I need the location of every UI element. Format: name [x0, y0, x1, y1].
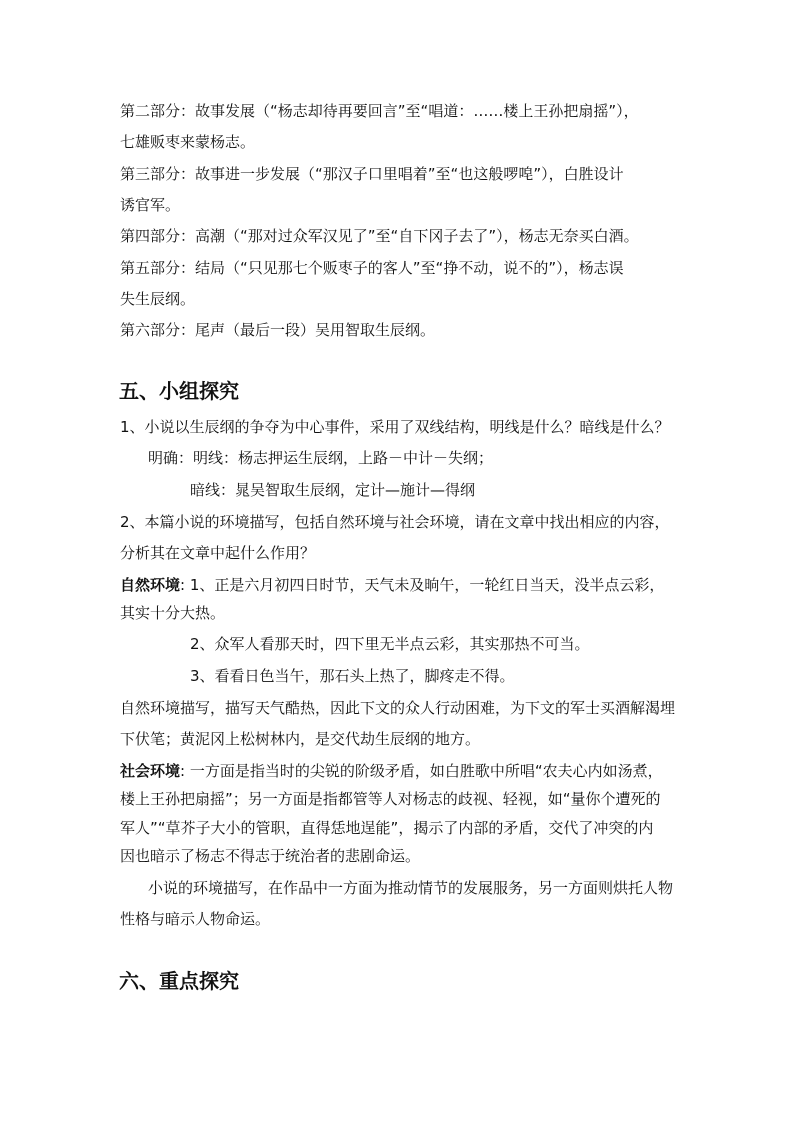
nature-env-text1: 1、正是六月初四日时节，天气未及晌午，一轮红日当天，没半点云彩，: [189, 576, 665, 594]
summary-line1: 小说的环境描写，在作品中一方面为推动情节的发展服务，另一方面则烘托人物: [148, 879, 674, 897]
nature-env-line2: 其实十分大热。: [120, 604, 226, 622]
question-2-line1: 2、本篇小说的环境描写，包括自然环境与社会环境，请在文章中找出相应的内容，: [120, 513, 670, 531]
social-env-line4: 因也暗示了杨志不得志于统治者的悲剧命运。: [120, 847, 421, 865]
answer-1-mingxian: 明确：明线：杨志押运生辰纲，上路－中计－失纲；: [148, 449, 494, 467]
question-2-line2: 分析其在文章中起什么作用？: [120, 544, 316, 562]
section5-heading: 五、小组探究: [119, 379, 239, 403]
nature-env-colon: :: [180, 576, 190, 594]
nature-env-line1: [120, 575, 664, 595]
part3-line2: 诱官军。: [120, 196, 181, 214]
part2-line2: 七雄贩枣来蒙杨志。: [120, 133, 256, 151]
nature-env-item2: 2、众军人看那天时，四下里无半点云彩，其实那热不可当。: [190, 635, 590, 653]
social-env-colon: :: [180, 762, 190, 780]
nature-env-item3: 3、看看日色当午，那石头上热了，脚疼走不得。: [190, 667, 515, 685]
summary-line2: 性格与暗示人物命运。: [120, 910, 271, 928]
section6-heading: 六、重点探究: [119, 969, 239, 993]
social-env-line3: 军人”“草芥子大小的管职，直得恁地逞能”，揭示了内部的矛盾，交代了冲突的内: [120, 819, 654, 837]
social-env-line1: [120, 761, 663, 781]
part5-line2: 失生辰纲。: [120, 290, 196, 308]
part6-line1: 第六部分：尾声（最后一段）吴用智取生辰纲。: [120, 321, 436, 339]
answer-1-anxian: 暗线：晁吴智取生辰纲，定计—施计—得纲: [190, 481, 476, 499]
question-1: 1、小说以生辰纲的争夺为中心事件，采用了双线结构，明线是什么？暗线是什么？: [120, 418, 670, 436]
social-env-line2: 楼上王孙把扇摇”；另一方面是指都管等人对杨志的歧视、轻视，如“量你个遭死的: [120, 790, 661, 808]
social-env-text1: 一方面是指当时的尖锐的阶级矛盾，如白胜歌中所唱“农夫心内如汤煮，: [189, 762, 663, 780]
nature-desc-line1: 自然环境描写，描写天气酷热，因此下文的众人行动困难，为下文的军士买酒解渴埋: [120, 699, 676, 717]
nature-desc-line2: 下伏笔；黄泥冈上松树林内，是交代劫生辰纲的地方。: [120, 730, 481, 748]
part3-line1: 第三部分：故事进一步发展（“那汉子口里唱着”至“也这般啰唣”），白胜设计: [120, 165, 624, 183]
social-env-label: 社会环境: [120, 762, 181, 780]
part2-line1: 第二部分：故事发展（“杨志却待再要回言”至“唱道：……楼上王孙把扇摇”），: [120, 102, 639, 120]
nature-env-label: 自然环境: [120, 576, 181, 594]
part5-line1: 第五部分：结局（“只见那七个贩枣子的客人”至“挣不动，说不的”），杨志误: [120, 259, 624, 277]
part4-line1: 第四部分：高潮（“那对过众军汉见了”至“自下冈子去了”），杨志无奈买白酒。: [120, 227, 639, 245]
